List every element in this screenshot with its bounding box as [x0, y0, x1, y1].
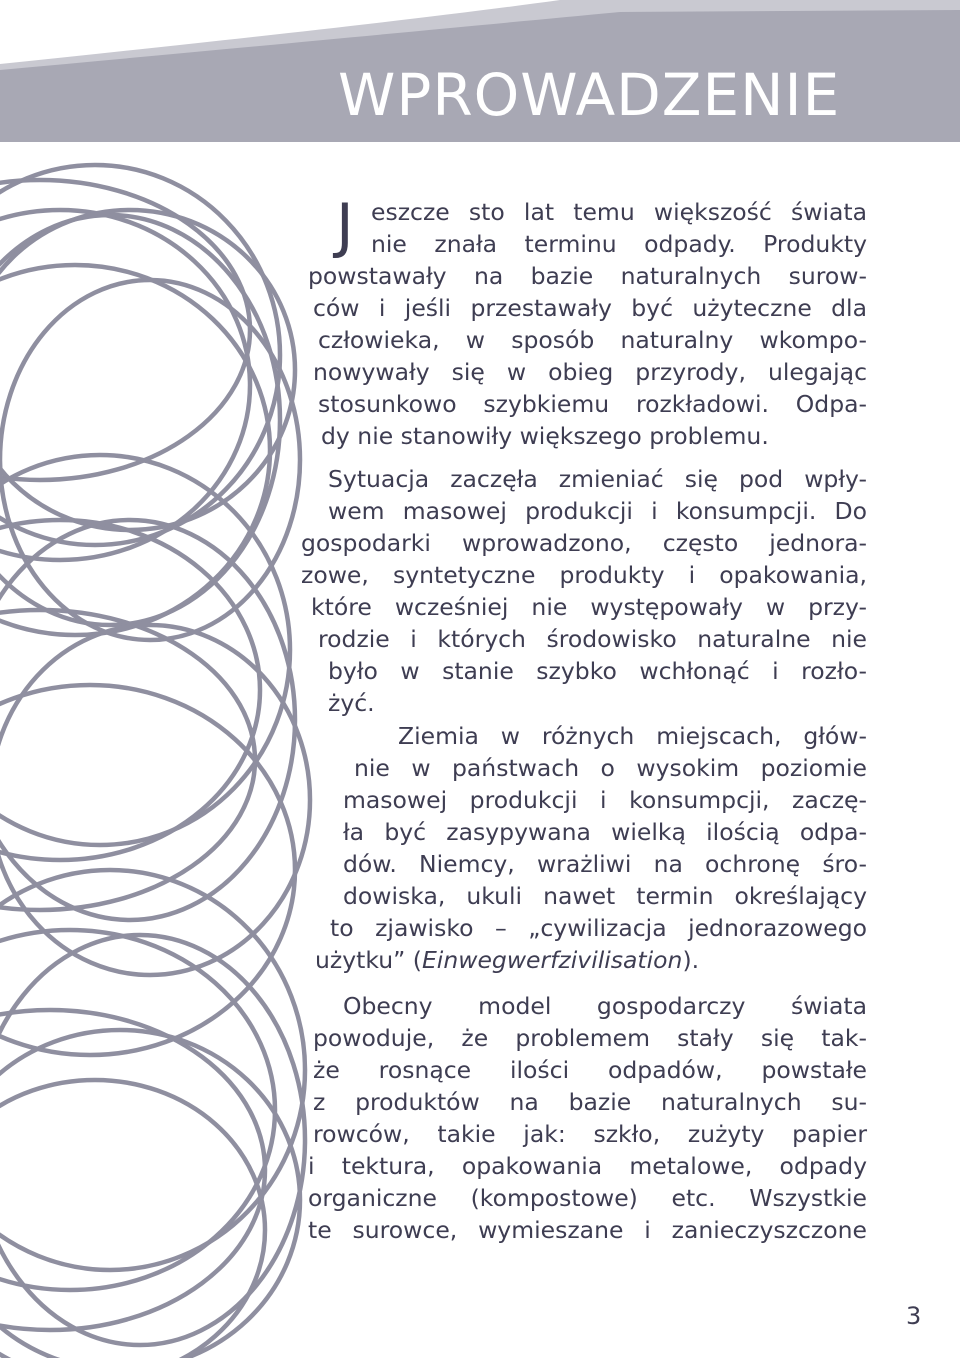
text-line: które wcześniej nie występowały w przy-: [311, 593, 867, 621]
text-line: Obecny model gospodarczy świata: [343, 992, 867, 1020]
text-line: człowieka, w sposób naturalny wkompo-: [318, 326, 867, 354]
text-line: eszcze sto lat temu większość świata: [371, 198, 867, 226]
page-number: 3: [906, 1302, 922, 1330]
text-line: użytku” (Einwegwerfzivilisation).: [315, 946, 700, 974]
text-line: dy nie stanowiły większego problemu.: [321, 422, 769, 450]
text-line: że rosnące ilości odpadów, powstałe: [313, 1056, 867, 1084]
text-line: rowców, takie jak: szkło, zużyty papier: [313, 1120, 867, 1148]
text-line: ców i jeśli przestawały być użyteczne dla: [313, 294, 867, 322]
text-line: te surowce, wymieszane i zanieczyszczone: [308, 1216, 867, 1244]
page-title: WPROWADZENIE: [338, 61, 841, 129]
drop-cap: J: [336, 191, 354, 261]
text-line: żyć.: [328, 689, 375, 717]
text-line: i tektura, opakowania metalowe, odpady: [308, 1152, 867, 1180]
text-line: to zjawisko – „cywilizacja jednorazowego: [330, 914, 867, 942]
text-line: gospodarki wprowadzono, często jednora-: [301, 529, 867, 557]
text-line: powoduje, że problemem stały się tak-: [313, 1024, 867, 1052]
text-line: z produktów na bazie naturalnych su-: [313, 1088, 867, 1116]
text-line: organiczne (kompostowe) etc. Wszystkie: [308, 1184, 867, 1212]
foreign-term: Einwegwerfzivilisation: [421, 946, 683, 974]
text-line: wem masowej produkcji i konsumpcji. Do: [328, 497, 867, 525]
text-line: powstawały na bazie naturalnych surow-: [308, 262, 867, 290]
text-line: Ziemia w różnych miejscach, głów-: [398, 722, 867, 750]
text-line: nie znała terminu odpady. Produkty: [371, 230, 867, 258]
text-line: rodzie i których środowisko naturalne nie: [318, 625, 867, 653]
text-line: zowe, syntetyczne produkty i opakowania,: [301, 561, 867, 589]
text-line: dowiska, ukuli nawet termin określający: [343, 882, 867, 910]
text-line: dów. Niemcy, wrażliwi na ochronę śro-: [343, 850, 867, 878]
text-line: ła być zasypywana wielką ilością odpa-: [343, 818, 867, 846]
text-line: stosunkowo szybkiemu rozkładowi. Odpa-: [318, 390, 867, 418]
text-line: nowywały się w obieg przyrody, ulegając: [313, 358, 867, 386]
text-line: masowej produkcji i konsumpcji, zaczę-: [343, 786, 867, 814]
text-line: nie w państwach o wysokim poziomie: [354, 754, 867, 782]
text-line: Sytuacja zaczęła zmieniać się pod wpły-: [328, 465, 867, 493]
text-line: było w stanie szybko wchłonąć i rozło-: [328, 657, 867, 685]
